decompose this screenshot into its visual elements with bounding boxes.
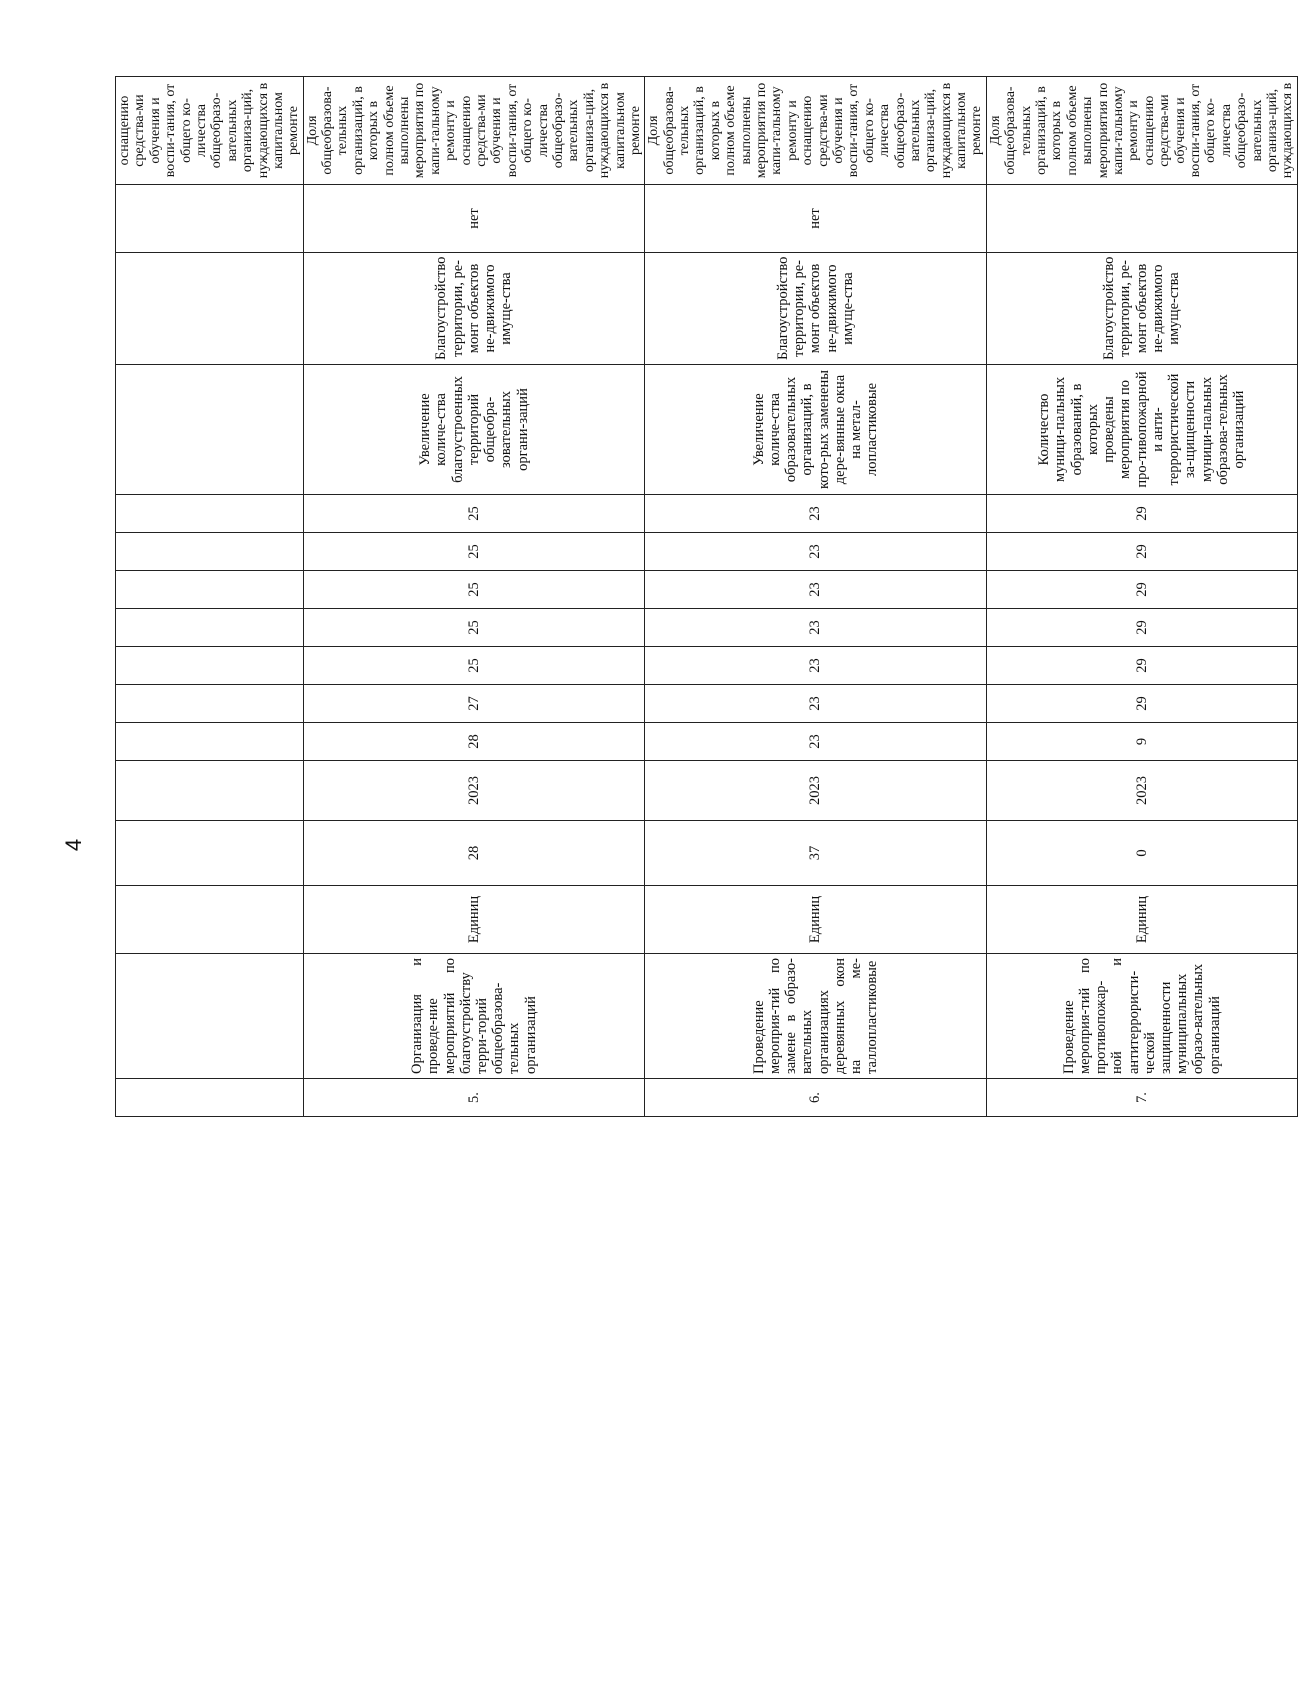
cell-unit: Единиц bbox=[645, 886, 987, 954]
cell-empty bbox=[116, 495, 304, 533]
table-row bbox=[303, 77, 645, 1117]
cell-indicator: Доля общеобразова-тельных организаций, в которых в полном объеме выполнены мероприятия по капи-тальному ремонту и оснащению средства-ми обучения и воспи-тания, от общего ко-личества общеобразо-вательных организа-ций, нуждающихся в bbox=[986, 77, 1297, 185]
cell-value: 23 bbox=[645, 533, 987, 571]
cell-activity-type: Благоустройство территории, ре-монт объектов не-движимого имуще-ства bbox=[645, 253, 987, 365]
cell-indicator: Доля общеобразова-тельных организаций, в которых в полном объеме выполнены мероприятия по капи-тальному ремонту и оснащению средства-ми обучения и воспи-тания, от общего ко-личества общеобразо-вательных организа-ций, нуждающихся в капитальном ремонте bbox=[303, 77, 645, 185]
cell-empty bbox=[116, 1079, 304, 1117]
cell-empty bbox=[116, 533, 304, 571]
cell-flag: нет bbox=[645, 185, 987, 253]
cell-value: 25 bbox=[303, 495, 645, 533]
cell-result: Увеличение количе-ства образовательных организаций, в кото-рых заменены дере-вянные окна на метал-лопластиковые bbox=[645, 365, 987, 495]
cell-value: 29 bbox=[986, 609, 1297, 647]
cell-value: 29 bbox=[986, 571, 1297, 609]
cell-value: 29 bbox=[986, 533, 1297, 571]
cell-value: 23 bbox=[645, 647, 987, 685]
cell-empty bbox=[116, 571, 304, 609]
cell-number: 7. bbox=[986, 1079, 1297, 1117]
cell-empty bbox=[116, 647, 304, 685]
cell-indicator: Доля общеобразова-тельных организаций, в которых в полном объеме выполнены мероприятия по капи-тальному ремонту и оснащению средства-ми обучения и воспи-тания, от общего ко-личества общеобразо-вательных организа-ций, нуждающихся в капитальном ремонте bbox=[645, 77, 987, 185]
cell-value: 25 bbox=[303, 571, 645, 609]
cell-empty bbox=[116, 253, 304, 365]
cell-base-year: 2023 bbox=[303, 761, 645, 821]
page-number: 4 bbox=[61, 838, 87, 852]
cell-value: 29 bbox=[986, 685, 1297, 723]
cell-empty bbox=[116, 886, 304, 954]
cell-value: 27 bbox=[303, 685, 645, 723]
cell-base-year: 2023 bbox=[986, 761, 1297, 821]
cell-base-value: 28 bbox=[303, 821, 645, 886]
cell-value: 25 bbox=[303, 533, 645, 571]
cell-activity-type: Благоустройство территории, ре-монт объектов не-движимого имуще-ства bbox=[303, 253, 645, 365]
table-row bbox=[645, 77, 987, 1117]
cell-value: 23 bbox=[645, 571, 987, 609]
cell-empty bbox=[116, 685, 304, 723]
cell-flag bbox=[986, 185, 1297, 253]
cell-empty bbox=[116, 185, 304, 253]
cell-activity-name: Проведение мероприя-тий по замене в образо-вательных организациях деревянных окон на ме-таллопластиковые bbox=[645, 954, 987, 1079]
cell-value: 9 bbox=[986, 723, 1297, 761]
cell-empty bbox=[116, 365, 304, 495]
cell-value: 25 bbox=[303, 647, 645, 685]
cell-empty bbox=[116, 954, 304, 1079]
cell-base-value: 37 bbox=[645, 821, 987, 886]
table-row bbox=[986, 77, 1297, 1117]
cell-value: 28 bbox=[303, 723, 645, 761]
cell-result: Количество муници-пальных образований, в которых проведены мероприятия по про-тивопожарной и анти-террористической за-щищенности муници-пальных образова-тельных организаций bbox=[986, 365, 1297, 495]
cell-value: 23 bbox=[645, 685, 987, 723]
cell-activity-name: Проведение мероприя-тий по противопожар-ной и антитеррористи-ческой защищенности муниципальных образо-вательных организаций bbox=[986, 954, 1297, 1079]
cell-indicator-continued: оснащению средства-ми обучения и воспи-тания, от общего ко-личества общеобразо-вательных организа-ций, нуждающихся в капитальном ремонте bbox=[116, 77, 304, 185]
cell-value: 23 bbox=[645, 609, 987, 647]
cell-empty bbox=[116, 723, 304, 761]
cell-value: 29 bbox=[986, 647, 1297, 685]
cell-base-year: 2023 bbox=[645, 761, 987, 821]
activities-table bbox=[115, 76, 1298, 1117]
table-row-continuation bbox=[116, 77, 304, 1117]
cell-number: 5. bbox=[303, 1079, 645, 1117]
cell-value: 23 bbox=[645, 495, 987, 533]
cell-base-value: 0 bbox=[986, 821, 1297, 886]
cell-value: 29 bbox=[986, 495, 1297, 533]
cell-unit: Единиц bbox=[986, 886, 1297, 954]
cell-unit: Единиц bbox=[303, 886, 645, 954]
cell-empty bbox=[116, 761, 304, 821]
cell-activity-name: Организация и проведе-ние мероприятий по благоустройству терри-торий общеобразова-тельных организаций bbox=[303, 954, 645, 1079]
cell-flag: нет bbox=[303, 185, 645, 253]
cell-number: 6. bbox=[645, 1079, 987, 1117]
cell-result: Увеличение количе-ства благоустроенных территорий общеобра-зовательных органи-заций bbox=[303, 365, 645, 495]
cell-value: 23 bbox=[645, 723, 987, 761]
rotated-table-page bbox=[115, 82, 1296, 1117]
cell-empty bbox=[116, 821, 304, 886]
cell-value: 25 bbox=[303, 609, 645, 647]
cell-empty bbox=[116, 609, 304, 647]
cell-activity-type: Благоустройство территории, ре-монт объектов не-движимого имуще-ства bbox=[986, 253, 1297, 365]
